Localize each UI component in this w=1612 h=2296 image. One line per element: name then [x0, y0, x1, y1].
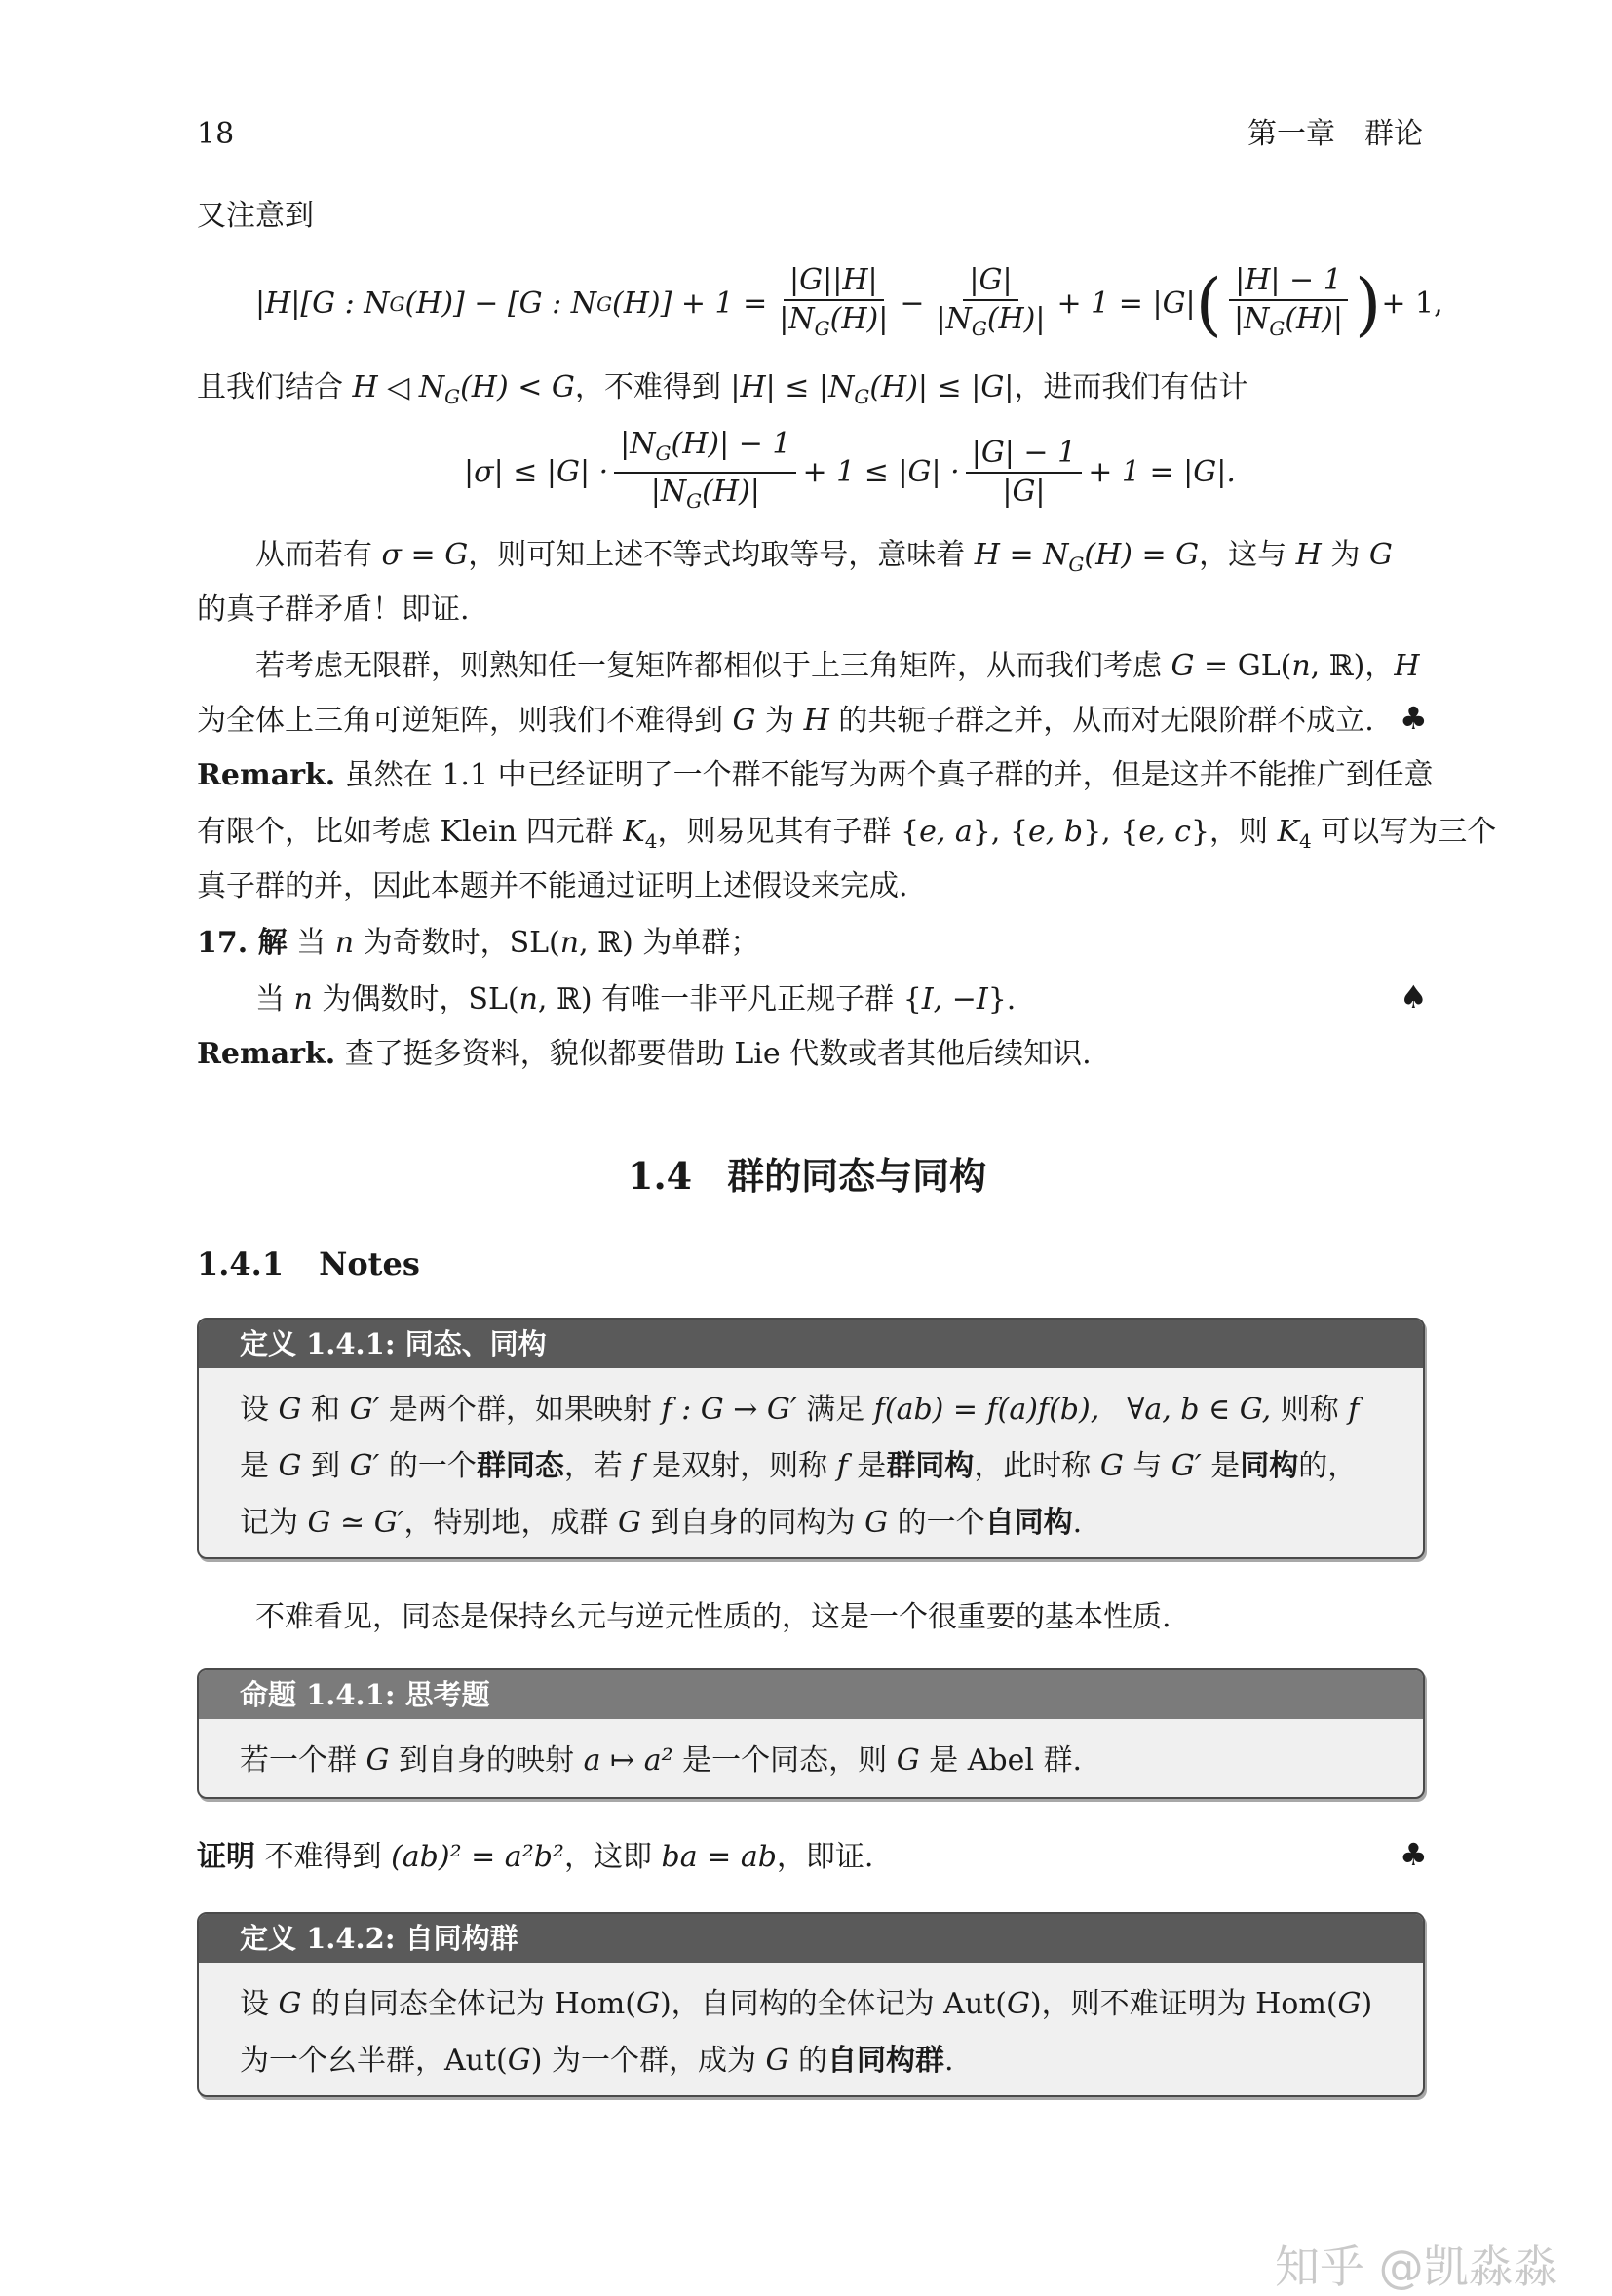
eq2-tail: + 1 = |G|. [1088, 455, 1236, 489]
def1-l2b: 到 [301, 1449, 350, 1483]
problem17-l2m2: n [518, 982, 538, 1016]
remark1-l2m4: e, c [1138, 815, 1191, 849]
problem17-l1m2: n [559, 926, 580, 960]
def1-l2m5: G [1099, 1449, 1124, 1483]
def2-l2c: 的 [788, 2044, 828, 2078]
infinite-l2m2: H [803, 704, 829, 738]
combine-math-b: |H| ≤ |N [730, 370, 855, 404]
problem17-l1a: 当 [287, 926, 335, 960]
infinite-l1m5: H [1394, 649, 1420, 683]
eq1-paren-open: ( [1195, 264, 1222, 344]
def1-l2a: 是 [240, 1449, 279, 1483]
eq1-lhs: |H|[G : N [255, 287, 390, 321]
combine-text-c: ，进而我们有估计 [1014, 370, 1248, 404]
infinite-l1m2: = GL( [1194, 649, 1292, 683]
eq1-frac3-close: (H)| [1285, 301, 1343, 336]
prop1-l1d: 是 Abel 群. [919, 1743, 1083, 1778]
combine-text-a: 且我们结合 [197, 370, 353, 404]
def2-line1 [240, 1976, 1382, 2033]
def2-l1c: )，自同构的全体记为 Aut( [659, 1987, 1007, 2021]
problem17-l1b: 为奇数时，SL( [354, 926, 560, 960]
section-heading [628, 1146, 986, 1200]
sigma-l1m2b: (H) = G [1084, 538, 1200, 572]
remark1-l2a: 有限个，比如考虑 Klein 四元群 [197, 815, 624, 849]
problem17-l1m: n [334, 926, 355, 960]
remark1-l2e: }，则 [1190, 815, 1278, 849]
problem17-l2m: n [293, 982, 313, 1016]
eq1-frac3-num: |H| − 1 [1229, 262, 1348, 301]
subsection-number: 1.4.1 [197, 1245, 285, 1282]
remark1-l2d: }, { [1083, 815, 1139, 849]
remark1-l2m1s: 4 [644, 829, 658, 853]
section-number: 1.4 [628, 1154, 693, 1198]
remark1-l2m1: K [623, 815, 645, 849]
eq1-mid: + 1 = |G| [1056, 287, 1196, 321]
eq2-frac1-num-sub: G [655, 441, 672, 465]
definition-2-title: 定义 1.4.2: 自同构群 [199, 1914, 1423, 1963]
remark1-line2 [197, 813, 1496, 861]
eq2-lhs: |σ| ≤ |G| · [464, 455, 609, 489]
eq1-frac-3 [1228, 262, 1349, 347]
def2-l2a: 为一个幺半群，Aut( [240, 2044, 508, 2078]
def1-l3m3: G [864, 1506, 889, 1540]
def1-keyword-isomorphism: 群同构 [886, 1449, 975, 1483]
combine-math-b2: (H)| ≤ |G| [869, 370, 1015, 404]
eq2-frac1-den-sub: G [686, 489, 703, 513]
eq1-paren-close: ) [1355, 264, 1382, 344]
proof-m2: ba = ab [661, 1840, 777, 1874]
remark1-line3: 真子群的并，因此本题并不能通过证明上述假设来完成. [197, 869, 908, 903]
def1-l2d: ，若 [563, 1449, 633, 1483]
def2-l2m1: G [507, 2044, 531, 2078]
prop1-l1b: 到自身的映射 [389, 1743, 584, 1778]
problem17-l1c: , ℝ) 为单群； [579, 926, 760, 960]
paragraph-infinite-line1 [255, 647, 1420, 686]
proof-a: 不难得到 [255, 1840, 392, 1874]
eq2-frac1-num2: (H)| − 1 [671, 427, 791, 461]
infinite-l1m4: , ℝ)， [1310, 649, 1395, 683]
club-icon: ♣ [1400, 700, 1428, 737]
infinite-l2a: 为全体上三角可逆矩阵，则我们不难得到 [197, 704, 733, 738]
remark1-l2m5: K [1277, 815, 1300, 849]
paragraph-combine [197, 368, 1247, 416]
remark1-l2m3: e, b [1028, 815, 1084, 849]
eq1-frac2-num: |G| [963, 262, 1017, 301]
page-number: 18 [197, 117, 235, 151]
prop1-l1m3: G [896, 1743, 920, 1778]
def1-line2 [240, 1438, 1382, 1495]
eq1-frac2-sub: G [971, 316, 987, 340]
problem17-l2a: 当 [255, 982, 294, 1016]
eq1-frac2-close: (H)| [986, 301, 1046, 336]
infinite-l1a: 若考虑无限群，则熟知任一复矩阵都相似于上三角矩阵，从而我们考虑 [255, 649, 1171, 683]
subsection-heading [197, 1245, 420, 1282]
def1-l3e: . [1072, 1506, 1083, 1540]
proof-m1: (ab)² = a²b² [391, 1840, 564, 1874]
def1-keyword-homomorphism: 群同态 [476, 1449, 564, 1483]
def1-l1m2: G′ [349, 1393, 380, 1427]
remark2-line [197, 1035, 1092, 1074]
def1-l2m1: G [278, 1449, 302, 1483]
eq2-frac1-num: |N [620, 427, 656, 461]
proof-c: ，即证. [776, 1840, 874, 1874]
def1-l3a: 记为 [240, 1506, 308, 1540]
eq1-frac1-num: |G||H| [784, 262, 884, 301]
eq1-frac-2 [930, 262, 1051, 347]
problem17-l2c: , ℝ) 有唯一非平凡正规子群 { [537, 982, 922, 1016]
definition-2-body [199, 1963, 1423, 2089]
remark1-label: Remark. [197, 758, 336, 792]
def1-l1m6: f [1348, 1393, 1360, 1427]
eq2-frac1-den: |N [650, 475, 687, 509]
eq2-frac2-num: |G| − 1 [966, 435, 1082, 474]
def1-l1d: 满足 [796, 1393, 874, 1427]
infinite-l1m1: G [1171, 649, 1195, 683]
problem17-number: 17. 解 [197, 926, 288, 960]
sigma-l1m1: σ = G [381, 538, 469, 572]
prop1-l1a: 若一个群 [240, 1743, 366, 1778]
paragraph-note: 不难看见，同态是保持幺元与逆元性质的，这是一个很重要的基本性质. [255, 1600, 1171, 1634]
def1-l3m2: G [618, 1506, 642, 1540]
remark1-line1 [197, 756, 1434, 795]
def2-keyword-automorphism-group: 自同构群 [827, 2044, 945, 2078]
def2-l1m3: G [1006, 1987, 1030, 2021]
eq1-lhs2: (H)] − [G : N [404, 287, 597, 321]
eq1-frac2-den: |N [936, 301, 972, 336]
equation-2 [464, 429, 1236, 517]
paragraph-sigma-line2: 的真子群矛盾！即证. [197, 593, 470, 627]
eq2-frac-2 [966, 435, 1082, 511]
def1-line3 [240, 1495, 1382, 1551]
infinite-l2c: 的共轭子群之并，从而对无限阶群不成立. [828, 704, 1374, 738]
def1-l1m3: f : G → G′ [661, 1393, 797, 1427]
paragraph-sigma-line1 [255, 536, 1393, 584]
eq1-frac1-close: (H)| [829, 301, 889, 336]
remark1-l2m5s: 4 [1299, 829, 1312, 853]
def1-l3c: 到自身的同构为 [641, 1506, 865, 1540]
remark1-l2c: }, { [972, 815, 1029, 849]
proposition-1-title: 命题 1.4.1: 思考题 [199, 1670, 1423, 1719]
infinite-l1m3: n [1291, 649, 1311, 683]
equation-1 [255, 255, 1443, 353]
def1-l2m4: f [836, 1449, 848, 1483]
def1-l2c: 的一个 [379, 1449, 477, 1483]
club-icon-2: ♣ [1400, 1836, 1428, 1873]
eq2-mid: + 1 ≤ |G| · [802, 455, 960, 489]
subsection-title: Notes [319, 1245, 420, 1282]
prop1-l1m1: G [365, 1743, 390, 1778]
def1-l3d: 的一个 [888, 1506, 985, 1540]
definition-1-title: 定义 1.4.1: 同态、同构 [199, 1320, 1423, 1368]
sigma-sub: G [1068, 553, 1085, 576]
proposition-box-1 [197, 1668, 1425, 1799]
def1-l3b: ，特别地，成群 [403, 1506, 619, 1540]
section-title: 群的同态与同构 [727, 1154, 987, 1198]
def1-l1c: 是两个群，如果映射 [379, 1393, 662, 1427]
combine-sub-a: G [444, 385, 461, 408]
problem17-line1 [197, 924, 759, 963]
def1-l2m6: G′ [1171, 1449, 1202, 1483]
eq1-frac3-sub: G [1269, 316, 1286, 340]
chapter-header: 第一章 群论 [1247, 117, 1423, 151]
watermark: 知乎 @凯淼淼 [1275, 2240, 1558, 2293]
eq2-frac-1 [614, 426, 796, 519]
remark1-l2f: 可以写为三个 [1311, 815, 1497, 849]
sigma-l1a: 从而若有 [255, 538, 382, 572]
def1-l2e: 是双射，则称 [642, 1449, 837, 1483]
sigma-l1m3: H [1295, 538, 1322, 572]
def2-l1d: )，则不难证明为 Hom( [1029, 1987, 1338, 2021]
paragraph-infinite-line2 [197, 702, 1374, 741]
definition-box-1 [197, 1318, 1425, 1559]
eq2-frac1-den2: (H)| [702, 475, 760, 509]
def1-keyword-automorphism: 自同构 [984, 1506, 1073, 1540]
remark1-l2m2: e, a [919, 815, 973, 849]
def1-l1m4: f(ab) = f(a)f(b), [873, 1393, 1100, 1427]
remark1-l1: 虽然在 1.1 中已经证明了一个群不能写为两个真子群的并，但是这并不能推广到任意 [335, 758, 1434, 792]
eq1-frac1-sub: G [814, 316, 830, 340]
sigma-l1m2: H = N [974, 538, 1069, 572]
def1-l3m1: G ≃ G′ [307, 1506, 404, 1540]
definition-1-body [199, 1368, 1423, 1551]
problem17-l2d: }. [987, 982, 1017, 1016]
eq1-minus: − [900, 287, 925, 321]
problem17-l2m3: I, −I [921, 982, 988, 1016]
def1-l2g: ，此时称 [974, 1449, 1100, 1483]
remark2-label: Remark. [197, 1037, 336, 1071]
eq1-frac3-den: |N [1233, 301, 1270, 336]
combine-math-a: H ◁ N [352, 370, 445, 404]
eq1-sub-1: G [389, 292, 405, 316]
eq2-frac2-den: |G| [1002, 475, 1046, 509]
proof-label: 证明 [197, 1840, 255, 1874]
eq1-sub-2: G [596, 292, 613, 316]
def2-l1m2: G [635, 1987, 660, 2021]
def2-l1m4: G [1337, 1987, 1362, 2021]
def2-l2d: . [944, 2044, 954, 2078]
combine-sub-b: G [854, 385, 870, 408]
def1-l2i: 是 [1201, 1449, 1241, 1483]
def1-line1 [240, 1382, 1382, 1438]
eq1-lhs3: (H)] + 1 = [612, 287, 768, 321]
def2-l2m2: G [765, 2044, 789, 2078]
def2-l1e: ) [1361, 1987, 1373, 2021]
def2-line2 [240, 2033, 1382, 2089]
proof-b: ，这即 [563, 1840, 662, 1874]
def2-l1m1: G [278, 1987, 302, 2021]
definition-box-2 [197, 1912, 1425, 2097]
def1-l2m3: f [632, 1449, 643, 1483]
def2-l2b: ) 为一个群，成为 [530, 2044, 766, 2078]
infinite-l2b: 为 [755, 704, 804, 738]
sigma-l1d: 为 [1321, 538, 1369, 572]
infinite-l2m1: G [732, 704, 756, 738]
sigma-l1c: ，这与 [1199, 538, 1296, 572]
combine-text-b: ，不难得到 [574, 370, 731, 404]
eq1-tail: + 1, [1381, 287, 1443, 321]
problem17-line2 [255, 980, 1016, 1019]
def1-l1m5: ∀a, b ∈ G, [1127, 1393, 1272, 1427]
def1-l1b: 和 [301, 1393, 350, 1427]
def1-keyword-isomorphic: 同构 [1240, 1449, 1299, 1483]
def2-l1b: 的自同态全体记为 Hom( [301, 1987, 636, 2021]
def1-l2m2: G′ [349, 1449, 380, 1483]
remark2-text: 查了挺多资料，貌似都要借助 Lie 代数或者其他后续知识. [335, 1037, 1092, 1071]
def1-l2j: 的， [1298, 1449, 1358, 1483]
prop1-l1c: 是一个同态，则 [672, 1743, 897, 1778]
intro-text: 又注意到 [197, 199, 314, 233]
eq1-frac1-den: |N [779, 301, 815, 336]
remark1-l2b: ，则易见其有子群 { [657, 815, 920, 849]
def1-l2f: 是 [847, 1449, 887, 1483]
sigma-l1m4: G [1368, 538, 1393, 572]
problem17-l2b: 为偶数时，SL( [312, 982, 519, 1016]
def1-l1a: 设 [240, 1393, 279, 1427]
def1-l2h: 与 [1123, 1449, 1171, 1483]
proposition-1-body [199, 1719, 1423, 1789]
def2-l1a: 设 [240, 1987, 279, 2021]
def1-l1e: 则称 [1271, 1393, 1349, 1427]
eq1-frac-1 [773, 262, 894, 347]
prop1-l1m2: a ↦ a² [583, 1743, 673, 1778]
proof-line [197, 1838, 873, 1877]
sigma-l1b: ，则可知上述不等式均取等号，意味着 [468, 538, 975, 572]
prop1-line1 [240, 1733, 1382, 1789]
def1-l1m1: G [278, 1393, 302, 1427]
spade-icon: ♠ [1400, 978, 1428, 1015]
combine-math-a2: (H) < G [460, 370, 575, 404]
